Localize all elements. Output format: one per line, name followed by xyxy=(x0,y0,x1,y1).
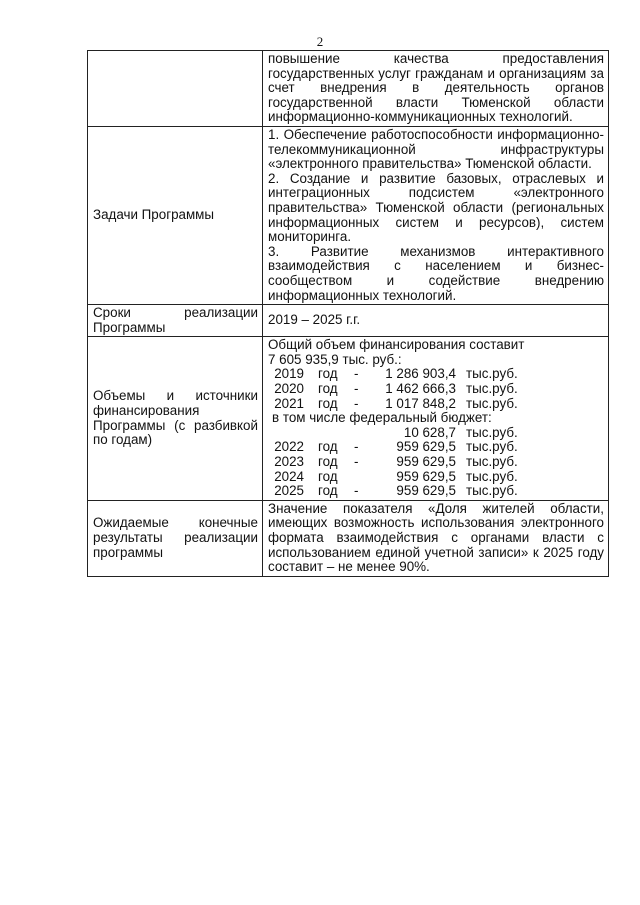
financing-unit: тыс.руб. xyxy=(466,366,518,382)
tasks-label: Задачи Программы xyxy=(88,126,263,304)
financing-year: 2025 xyxy=(274,483,304,499)
financing-dash: - xyxy=(354,439,359,455)
financing-unit: тыс.руб. xyxy=(466,381,518,397)
financing-year-word: год xyxy=(318,395,338,411)
financing-rows-a xyxy=(268,367,604,411)
financing-unit: тыс.руб. xyxy=(466,483,518,499)
table-row-financing xyxy=(88,337,609,501)
task-item: 2. Создание и развитие базовых, отраслевых и интеграционных подсистем «электронного правительства» Тюменской области (региональных информационных систем и ресурсов), систем мониторинга. xyxy=(268,170,604,245)
financing-year: 2021 xyxy=(274,395,304,411)
financing-unit: тыс.руб. xyxy=(466,439,518,455)
financing-year-word: год xyxy=(318,468,338,484)
federal-budget-amount-row xyxy=(268,426,604,441)
financing-amount: 959 629,5 xyxy=(396,483,456,499)
financing-year-word: год xyxy=(318,439,338,455)
financing-year-row xyxy=(268,455,604,470)
financing-amount: 1 017 848,2 xyxy=(385,395,456,411)
financing-unit: тыс.руб. xyxy=(466,454,518,470)
terms-value: 2019 – 2025 г.г. xyxy=(263,305,609,337)
federal-budget-label: в том числе федеральный бюджет: xyxy=(272,410,492,426)
financing-total-line2: 7 605 935,9 тыс. руб.: xyxy=(268,351,402,367)
financing-year: 2020 xyxy=(274,381,304,397)
financing-dash: - xyxy=(354,366,359,382)
financing-year: 2022 xyxy=(274,439,304,455)
financing-year-word: год xyxy=(318,381,338,397)
task-item: 1. Обеспечение работоспособности информационно-телекоммуникационной инфраструктуры «электронного правительства» Тюменской области. xyxy=(268,126,604,172)
results-label: Ожидаемые конечные результаты реализации программы xyxy=(88,500,263,576)
goal-label-cell xyxy=(88,51,263,127)
financing-amount: 959 629,5 xyxy=(396,454,456,470)
table-row-tasks xyxy=(88,126,609,304)
financing-rows-b xyxy=(268,440,604,498)
results-value: Значение показателя «Доля жителей области, имеющих возможность использования электронного формата взаимодействия с органами власти с использованием единой учетной записи» к 2025 году составит – не менее 90%. xyxy=(263,500,609,576)
table-row-results xyxy=(88,500,609,576)
financing-year: 2024 xyxy=(274,468,304,484)
table-row-terms xyxy=(88,305,609,337)
financing-year-word: год xyxy=(318,454,338,470)
financing-year-word: год xyxy=(318,366,338,382)
financing-dash: - xyxy=(354,381,359,397)
table-row-goal xyxy=(88,51,609,127)
financing-year-word: год xyxy=(318,483,338,499)
tasks-list xyxy=(263,126,609,304)
financing-year: 2019 xyxy=(274,366,304,382)
financing-amount: 959 629,5 xyxy=(396,439,456,455)
financing-dash: - xyxy=(354,454,359,470)
financing-dash xyxy=(354,470,374,485)
financing-amount: 1 286 903,4 xyxy=(385,366,456,382)
financing-year-row xyxy=(268,382,604,397)
financing-dash: - xyxy=(354,483,359,499)
program-passport-table xyxy=(87,50,609,577)
page-number: 2 xyxy=(316,34,324,49)
financing-year-row xyxy=(268,367,604,382)
financing-year-row xyxy=(268,397,604,412)
financing-dash: - xyxy=(354,395,359,411)
federal-budget-unit: тыс.руб. xyxy=(466,424,518,440)
financing-year-row xyxy=(268,440,604,455)
financing-amount: 959 629,5 xyxy=(396,468,456,484)
financing-label: Объемы и источники финансирования Программы (с разбивкой по годам) xyxy=(88,337,263,501)
goal-continuation: повышение качества предоставления государственных услуг гражданам и организациям за счет внедрения в деятельность органов государственной власти Тюменской области информационно-коммуникационных технологий. xyxy=(263,51,609,127)
financing-unit: тыс.руб. xyxy=(466,468,518,484)
financing-year: 2023 xyxy=(274,454,304,470)
task-item: 3. Развитие механизмов интерактивного взаимодействия с населением и бизнес-сообществом и содействие внедрению информационных технологий. xyxy=(268,243,604,303)
terms-label: Сроки реализации Программы xyxy=(88,305,263,337)
financing-amount: 1 462 666,3 xyxy=(385,381,456,397)
federal-budget-amount: 10 628,7 xyxy=(403,424,456,440)
financing-details xyxy=(263,337,609,501)
financing-total-line1: Общий объем финансирования составит xyxy=(268,337,525,353)
financing-unit: тыс.руб. xyxy=(466,395,518,411)
financing-year-row xyxy=(268,484,604,499)
financing-year-row xyxy=(268,470,604,485)
